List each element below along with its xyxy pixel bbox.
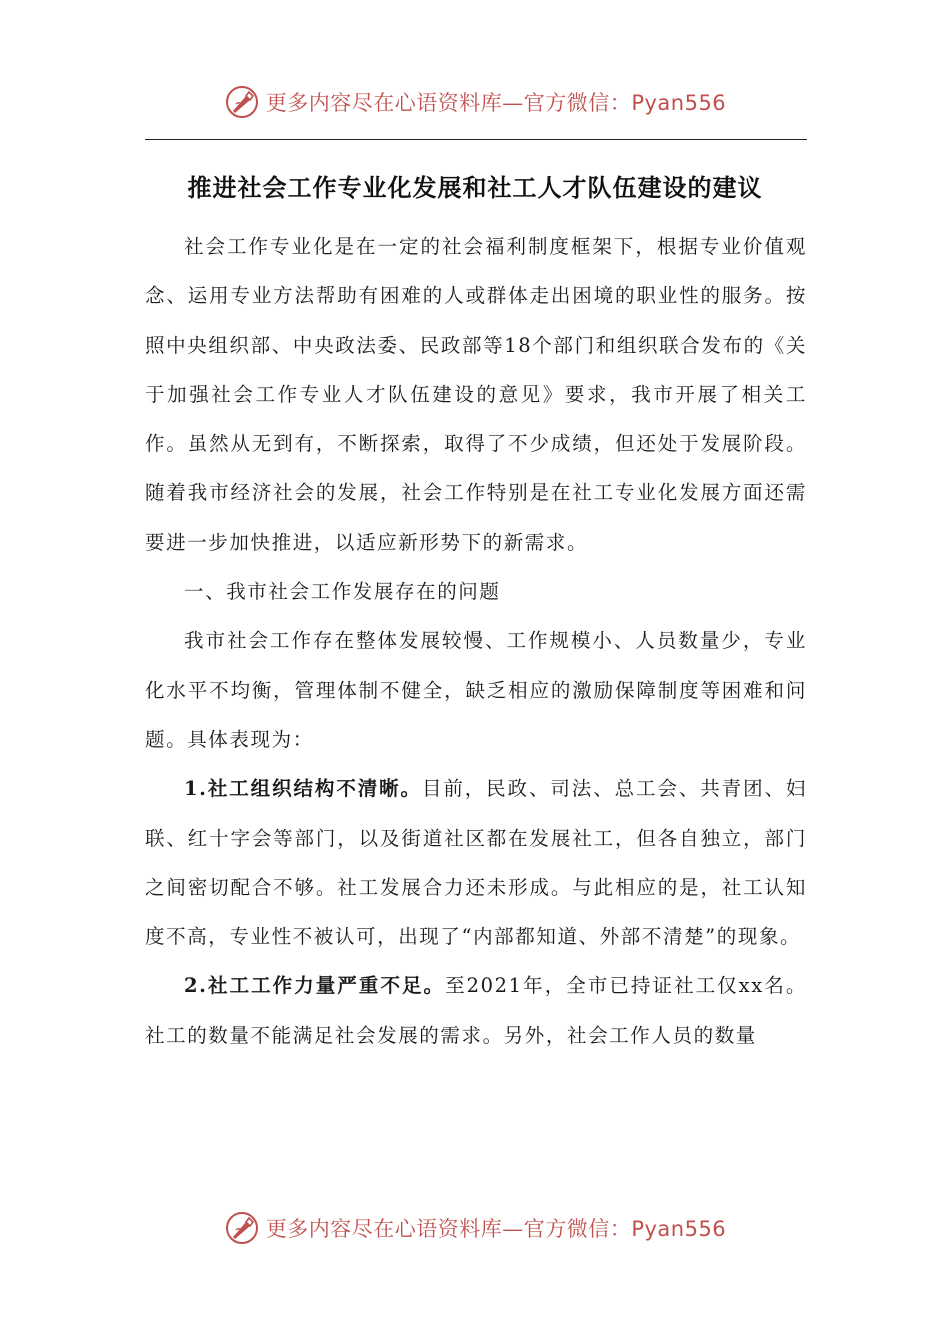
paragraph-intro: 社会工作专业化是在一定的社会福利制度框架下，根据专业价值观念、运用专业方法帮助有困难的人或群体走出困境的职业性的服务。按照中央组织部、中央政法委、民政部等18个部门和组织联合发布的《关于加强社会工作专业人才队伍建设的意见》要求，我市开展了相关工作。虽然从无到有，不断探索，取得了不少成绩，但还处于发展阶段。随着我市经济社会的发展，社会工作特别是在社工专业化发展方面还需要进一步加快推进，以适应新形势下的新需求。	[145, 235, 807, 554]
watermark-text: 更多内容尽在心语资料库—官方微信：Pyan556	[265, 91, 727, 115]
watermark-text: 更多内容尽在心语资料库—官方微信：Pyan556	[265, 1217, 727, 1241]
list-item-2-text: 至2021年，全市已持证社工仅xx名。社工的数量不能满足社会发展的需求。另外，社会工作人员的数量	[145, 974, 807, 1047]
pen-nib-circle-icon	[224, 84, 260, 120]
header-watermark	[0, 80, 950, 124]
section-heading-1: 一、我市社会工作发展存在的问题	[184, 580, 501, 604]
header-divider	[145, 139, 807, 140]
footer-watermark	[0, 1206, 950, 1250]
list-item-1	[145, 764, 807, 961]
document-title: 推进社会工作专业化发展和社工人才队伍建设的建议	[187, 173, 763, 202]
paragraph-problems: 我市社会工作存在整体发展较慢、工作规模小、人员数量少，专业化水平不均衡，管理体制不健全，缺乏相应的激励保障制度等困难和问题。具体表现为：	[145, 629, 807, 751]
list-item-2-lead: 2.社工工作力量严重不足。	[184, 974, 446, 998]
list-item-2	[145, 961, 807, 1060]
list-item-1-lead: 1.社工组织结构不清晰。	[184, 777, 422, 801]
pen-nib-circle-icon	[224, 1210, 260, 1246]
document-body	[145, 222, 807, 1060]
list-item-1-text: 目前，民政、司法、总工会、共青团、妇联、红十字会等部门，以及街道社区都在发展社工，但各自独立，部门之间密切配合不够。社工发展合力还未形成。与此相应的是，社工认知度不高，专业性不被认可，出现了“内部都知道、外部不清楚”的现象。	[145, 777, 807, 949]
